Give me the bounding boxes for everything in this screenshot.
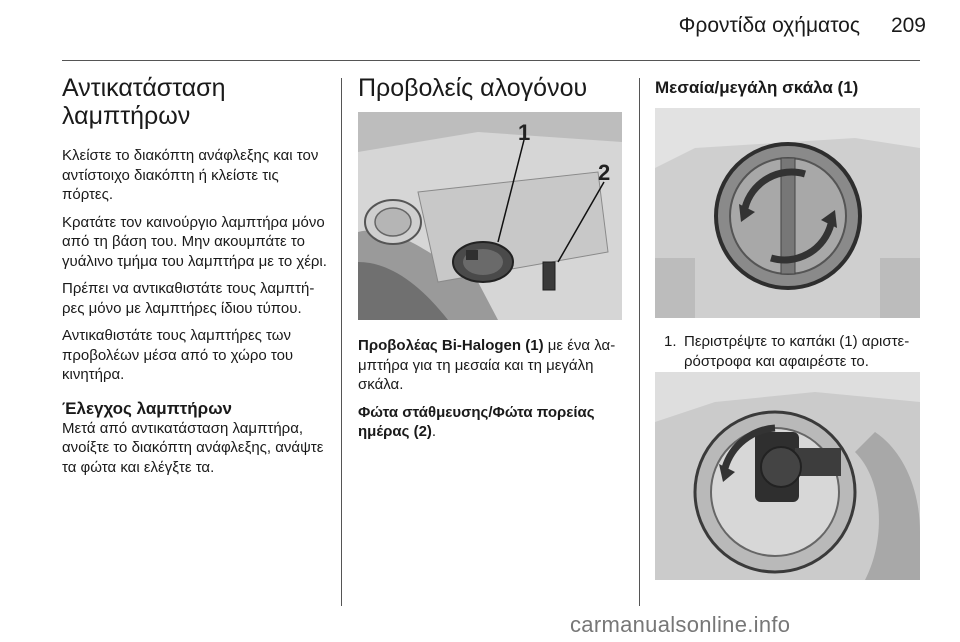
paragraph: Κρατάτε τον καινούργιο λαμπτήρα μόνο από τη βάση του. Μην ακουμπάτε το γυάλινο τμήμα του λαμπτήρα με το χέρι.: [62, 213, 327, 270]
step-number: 1.: [664, 333, 677, 350]
bulb-removal-illustration: [655, 372, 920, 580]
middle-column-text: [358, 336, 626, 450]
step-item: [664, 332, 922, 371]
paragraph-bi-halogen: Προβολέας Bi-Halogen (1) με ένα λαμπτήρα για τη μεσαία και τη μεγάλη σκάλα.: [358, 337, 616, 393]
figure-callout-2: 2: [598, 160, 611, 185]
left-column: [62, 74, 330, 485]
step-text: Περιστρέψτε το καπάκι (1) αριστερόστροφα και αφαιρέστε το.: [684, 333, 910, 370]
paragraph: Κλείστε το διακόπτη ανάφλεξης και τον αντίστοιχο διακόπτη ή κλείστε τις πόρτες.: [62, 147, 319, 203]
cap-rotation-illustration: [655, 108, 920, 318]
column-divider-right: [639, 78, 640, 606]
running-header-title: Φροντίδα οχήματος: [678, 14, 860, 37]
column-divider-left: [341, 78, 342, 606]
watermark: carmanualsonline.info: [570, 612, 791, 637]
page-number: 209: [890, 14, 926, 37]
paragraph: Πρέπει να αντικαθιστάτε τους λαμπτήρες μόνο με λαμπτήρες ίδιου τύπου.: [62, 280, 315, 317]
paragraph: Μετά από αντικατάσταση λαμπτήρα, ανοίξτε το διακόπτη ανάφλεξης, ανάψτε τα φώτα και ελέγξτε τα.: [62, 419, 324, 476]
term-parking-lights: Φώτα στάθμευσης/Φώτα πορείας ημέρας (2): [358, 403, 595, 440]
middle-column: [358, 74, 626, 114]
figure-callout-1: 1: [518, 120, 531, 145]
right-column: [655, 74, 923, 98]
headlamp-illustration: [358, 112, 622, 320]
subheading-bulb-check: Έλεγχος λαμπτήρων: [62, 398, 233, 418]
term-bi-halogen: Προβολέας Bi-Halogen (1): [358, 337, 544, 354]
figure-bulb-removal: [655, 372, 920, 580]
section-heading-bulb-replacement: Αντικατάσταση λαμπτήρων: [62, 74, 226, 130]
paragraph: Αντικαθιστάτε τους λαμπτήρες των προβολέων μέσα από το χώρο του κινητήρα.: [62, 327, 294, 383]
step-list: [664, 332, 922, 371]
header-divider: [62, 60, 920, 61]
subheading-low-high-beam: Μεσαία/μεγάλη σκάλα (1): [655, 78, 859, 97]
section-heading-halogen-headlamps: Προβολείς αλογόνου: [358, 74, 588, 102]
paragraph-parking-lights: Φώτα στάθμευσης/Φώτα πορείας ημέρας (2).: [358, 403, 595, 440]
figure-headlamp-overview: [358, 112, 622, 320]
figure-headlamp-cap: [655, 108, 920, 318]
